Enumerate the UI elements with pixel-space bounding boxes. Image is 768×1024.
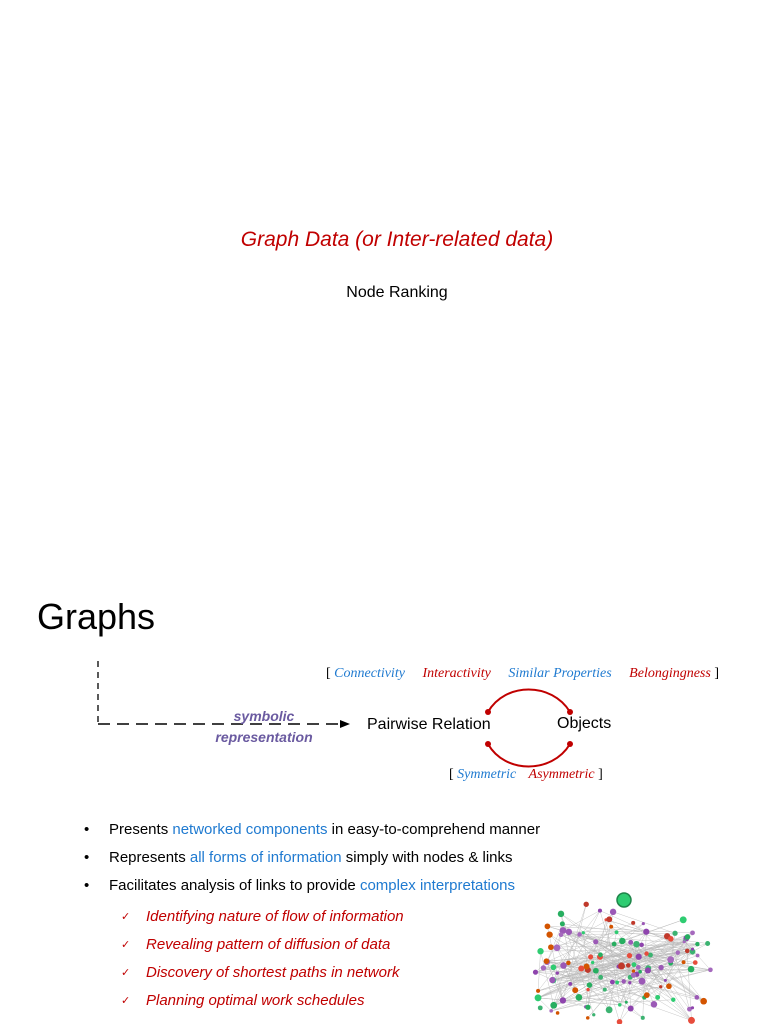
network-node: [568, 982, 572, 986]
sub-bullet-text: Revealing pattern of diffusion of data: [146, 936, 391, 953]
network-node: [671, 998, 675, 1002]
network-node: [606, 1006, 613, 1013]
network-node: [556, 971, 559, 974]
property-interactivity: Interactivity: [422, 666, 491, 681]
network-node: [666, 983, 672, 989]
network-node: [643, 929, 649, 935]
bullet-list: [84, 816, 540, 900]
network-node: [636, 965, 641, 970]
network-node: [592, 1013, 595, 1016]
network-node: [560, 962, 566, 968]
sub-bullet-item: [121, 931, 404, 959]
network-node: [695, 942, 699, 946]
network-node: [549, 1009, 553, 1013]
network-node: [587, 982, 593, 988]
network-node: [586, 988, 589, 991]
network-node: [560, 997, 566, 1003]
bullet-dot: •: [84, 849, 90, 866]
network-node: [586, 1016, 590, 1020]
network-node: [577, 932, 582, 937]
network-node: [636, 954, 642, 960]
network-node: [626, 963, 631, 968]
arc-endpoint: [485, 741, 491, 747]
bullet-dot: •: [84, 821, 90, 838]
network-node: [610, 909, 616, 915]
network-node: [598, 909, 602, 913]
graphs-slide: [0, 570, 768, 1024]
network-node: [644, 992, 650, 998]
network-node: [651, 1001, 658, 1008]
network-node: [628, 940, 633, 945]
property-belongingness: Belongingness: [629, 666, 711, 681]
network-node: [535, 994, 542, 1001]
network-node: [578, 966, 584, 972]
network-node: [685, 949, 690, 954]
bullet-highlight: complex interpretations: [359, 877, 516, 894]
open-bracket: [: [449, 767, 454, 782]
symbolic-text: symbolic: [233, 708, 295, 724]
network-node: [560, 921, 565, 926]
network-node: [593, 968, 599, 974]
sub-bullet-item: [121, 987, 404, 1015]
sub-bullet-text: Planning optimal work schedules: [146, 992, 365, 1009]
network-node: [664, 979, 667, 982]
bullet-text: in easy-to-comprehend manner: [327, 821, 541, 838]
network-node: [633, 941, 640, 948]
network-node: [585, 1005, 590, 1010]
bullet-text: Facilitates analysis of links to provide: [109, 877, 360, 894]
network-node: [668, 936, 674, 942]
network-node: [544, 958, 550, 964]
network-graph-image: [520, 884, 768, 1024]
network-node: [582, 931, 585, 934]
sub-bullet-item: [121, 959, 404, 987]
bullet-item: [84, 816, 540, 844]
network-node: [603, 988, 607, 992]
sub-bullet-item: [121, 903, 404, 931]
arc-endpoint: [485, 709, 491, 715]
network-node: [628, 981, 631, 984]
network-node: [588, 954, 593, 959]
sub-bullet-text: Discovery of shortest paths in network: [146, 964, 400, 981]
network-node: [559, 932, 564, 937]
network-node: [683, 940, 686, 943]
bullet-item: [84, 844, 540, 872]
network-node: [655, 995, 660, 1000]
property-connectivity: Connectivity: [334, 666, 405, 681]
pairwise-relation-label: Pairwise Relation: [367, 716, 491, 733]
objects-label: Objects: [557, 715, 612, 732]
close-bracket: ]: [714, 666, 719, 681]
symbolic-representation-label: [205, 706, 323, 748]
network-node: [584, 902, 589, 907]
network-node: [625, 1001, 628, 1004]
network-node: [598, 975, 603, 980]
network-node: [593, 939, 598, 944]
network-node: [688, 966, 695, 973]
arrow-head: [340, 720, 350, 728]
property-similar-properties: Similar Properties: [508, 666, 612, 681]
check-icon: ✓: [121, 967, 131, 979]
network-node: [705, 941, 710, 946]
sub-bullet-text: Identifying nature of flow of information: [146, 908, 404, 925]
network-node: [645, 967, 651, 973]
network-node: [609, 925, 613, 929]
network-node: [685, 934, 691, 940]
network-node: [631, 972, 636, 977]
network-node: [621, 979, 626, 984]
top-relation-arc: [488, 690, 570, 713]
network-node: [576, 994, 583, 1001]
network-node: [682, 960, 686, 964]
network-node: [632, 969, 635, 972]
network-node: [615, 930, 619, 934]
network-node: [541, 965, 546, 970]
network-node: [566, 929, 572, 935]
network-node: [700, 998, 707, 1005]
network-node: [618, 963, 625, 970]
network-node: [610, 980, 615, 985]
network-node: [551, 965, 557, 971]
slide-heading: Graphs: [37, 596, 156, 637]
network-node: [632, 962, 637, 967]
relation-asymmetric: Asymmetric: [528, 767, 595, 782]
network-node: [548, 944, 554, 950]
network-node: [628, 1006, 634, 1012]
network-node: [659, 985, 662, 988]
slide-title: Graph Data (or Inter-related data): [240, 228, 554, 251]
network-node: [558, 911, 564, 917]
network-node: [688, 1017, 695, 1024]
relation-types: [449, 767, 603, 783]
network-node: [658, 965, 663, 970]
network-node: [695, 995, 700, 1000]
network-node: [691, 1006, 694, 1009]
relation-diagram: [0, 570, 768, 810]
bullet-text: Presents: [109, 821, 173, 838]
slide-subtitle: Node Ranking: [346, 284, 448, 301]
network-node: [584, 964, 590, 970]
network-node: [693, 960, 698, 965]
network-node: [556, 1011, 560, 1015]
network-node: [619, 938, 626, 945]
network-node: [598, 952, 603, 957]
network-node: [545, 923, 551, 929]
network-node: [644, 951, 648, 955]
network-node: [627, 953, 632, 958]
network-node: [615, 980, 619, 984]
check-icon: ✓: [121, 939, 131, 951]
network-node: [642, 922, 645, 925]
network-node: [606, 916, 612, 922]
close-bracket: ]: [598, 767, 603, 782]
relation-properties: [326, 666, 719, 682]
network-node: [572, 987, 578, 993]
arc-endpoint: [567, 741, 573, 747]
network-node: [537, 948, 543, 954]
network-node: [618, 1003, 621, 1006]
network-node: [676, 950, 680, 954]
network-node: [533, 970, 538, 975]
bullet-text: Represents: [109, 849, 190, 866]
network-node: [667, 956, 674, 963]
network-node: [696, 954, 700, 958]
network-node: [639, 978, 646, 985]
bottom-relation-arc: [488, 744, 570, 767]
check-icon: ✓: [121, 995, 131, 1007]
bullet-dot: •: [84, 877, 90, 894]
network-node: [546, 931, 552, 937]
relation-symmetric: Symmetric: [457, 767, 517, 782]
network-node: [536, 989, 540, 993]
open-bracket: [: [326, 666, 331, 681]
network-node: [708, 967, 713, 972]
sub-bullet-list: [121, 903, 404, 1015]
network-node: [631, 921, 635, 925]
network-hub-node: [617, 893, 631, 907]
network-node: [549, 977, 555, 983]
network-node: [639, 943, 643, 947]
bullet-highlight: all forms of information: [189, 849, 342, 866]
network-node: [691, 948, 694, 951]
network-node: [680, 916, 687, 923]
network-node: [591, 961, 594, 964]
bullet-item: [84, 872, 540, 900]
network-node: [617, 1019, 623, 1024]
network-node: [690, 930, 695, 935]
network-node: [538, 1005, 543, 1010]
check-icon: ✓: [121, 911, 131, 923]
network-node: [550, 1002, 557, 1009]
network-node: [554, 944, 561, 951]
network-node: [641, 1016, 645, 1020]
network-node: [566, 961, 571, 966]
representation-text: representation: [215, 729, 313, 745]
network-node: [612, 942, 617, 947]
bullet-text: simply with nodes & links: [341, 849, 513, 866]
network-node: [672, 931, 677, 936]
bullet-highlight: networked components: [172, 821, 328, 838]
network-node: [638, 970, 642, 974]
